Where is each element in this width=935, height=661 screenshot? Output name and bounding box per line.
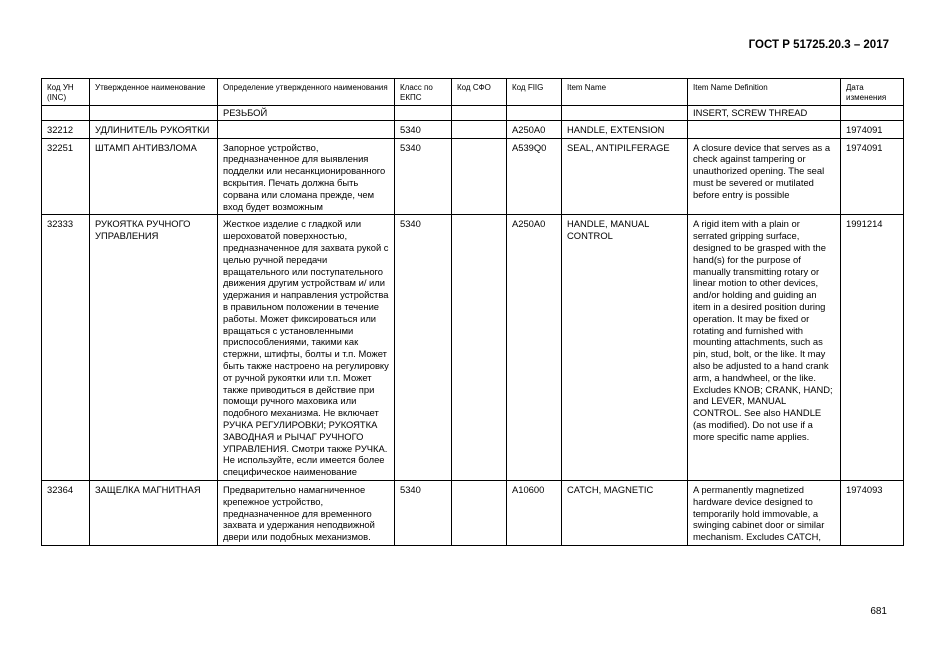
cell-definition-ru [218,120,395,138]
catalog-table [41,78,904,546]
column-header-item-name: Item Name [562,79,688,106]
cell-item-name: CATCH, MAGNETIC [562,480,688,545]
cell-definition-ru: РЕЗЬБОЙ [218,106,395,121]
cell-definition-en: A rigid item with a plain or serrated gripping surface, designed to be grasped with the hand(s) for the purpose of manually transmitting rotary or linear motion to other devices, and/or holding and guiding an item in a desired position during operation. It may be fixed or rotating and furnished with mounting attachments, such as pin, stud, bolt, or the like. It may also be adjusted to a hand crank arm, a handwheel, or the like. Excludes KNOB; CRANK, HAND; and LEVER, MANUAL CONTROL. See also HANDLE (as modified). Do not use if a more specific name applies. [688,215,841,481]
cell-fiig [507,106,562,121]
page-number: 681 [870,606,887,617]
column-header-definition-ru: Определение утвержденного наименования [218,79,395,106]
cell-class: 5340 [395,480,452,545]
cell-date: 1974093 [841,480,904,545]
cell-class: 5340 [395,215,452,481]
cell-definition-ru: Предварительно намагниченное крепежное устройство, предназначенное для временного захвата и удержания неподвижной двери или подобных механизмов. [218,480,395,545]
table-row [42,215,904,481]
column-header-fiig: Код FIIG [507,79,562,106]
cell-sfo [452,215,507,481]
cell-definition-ru: Запорное устройство, предназначенное для выявления подделки или несанкционированного вскрытия. Печать должна быть сорвана или сломана прежде, чем вход будет возможным [218,138,395,215]
cell-fiig: A250A0 [507,215,562,481]
table-row [42,480,904,545]
table-header-row [42,79,904,106]
cell-name-ru: РУКОЯТКА РУЧНОГО УПРАВЛЕНИЯ [90,215,218,481]
cell-inc [42,106,90,121]
column-header-sfo: Код СФО [452,79,507,106]
cell-name-ru: ЗАЩЕЛКА МАГНИТНАЯ [90,480,218,545]
cell-date: 1974091 [841,138,904,215]
cell-definition-en: INSERT, SCREW THREAD [688,106,841,121]
cell-sfo [452,120,507,138]
cell-fiig: A10600 [507,480,562,545]
column-header-item-definition: Item Name Definition [688,79,841,106]
cell-definition-en [688,120,841,138]
cell-inc: 32212 [42,120,90,138]
column-header-date: Дата изменения [841,79,904,106]
column-header-inc: Код УН (INC) [42,79,90,106]
cell-class: 5340 [395,120,452,138]
cell-inc: 32333 [42,215,90,481]
cell-sfo [452,106,507,121]
cell-inc: 32251 [42,138,90,215]
table-row [42,138,904,215]
cell-sfo [452,138,507,215]
cell-name-ru [90,106,218,121]
cell-date: 1974091 [841,120,904,138]
cell-name-ru: УДЛИНИТЕЛЬ РУКОЯТКИ [90,120,218,138]
column-header-class: Класс по ЕКПС [395,79,452,106]
cell-sfo [452,480,507,545]
table-row-continuation [42,106,904,121]
cell-class: 5340 [395,138,452,215]
cell-fiig: A539Q0 [507,138,562,215]
cell-class [395,106,452,121]
cell-inc: 32364 [42,480,90,545]
cell-name-ru: ШТАМП АНТИВЗЛОМА [90,138,218,215]
cell-definition-en: A closure device that serves as a check against tampering or unauthorized opening. The seal must be severed or mutilated before entry is possible [688,138,841,215]
cell-item-name: HANDLE, EXTENSION [562,120,688,138]
document-header: ГОСТ Р 51725.20.3 – 2017 [748,39,889,51]
cell-fiig: A250A0 [507,120,562,138]
cell-date: 1991214 [841,215,904,481]
cell-definition-ru: Жесткое изделие с гладкой или шероховатой поверхностью, предназначенное для захвата рукой с целью ручной передачи вращательного или поступательного движения другим устройствам и/ или удержания и направления устройства в правильном положении в течение работы. Может фиксироваться или вращаться с установленными приспособлениями, такими как стержни, штифты, болты и т.п. Может быть также настроено на регулировку от ручной рукоятки или т.п. Может также приводиться в действие при помощи ручного маховика или подобного механизма. Не включает РУЧКА РЕГУЛИРОВКИ; РУКОЯТКА ЗАВОДНАЯ и РЫЧАГ РУЧНОГО УПРАВЛЕНИЯ. Смотри также РУЧКА. Не используйте, если имеется более специфическое наименование [218,215,395,481]
cell-item-name: SEAL, ANTIPILFERAGE [562,138,688,215]
cell-item-name: HANDLE, MANUAL CONTROL [562,215,688,481]
column-header-approved-name: Утвержденное наименование [90,79,218,106]
table-row [42,120,904,138]
cell-definition-en: A permanently magnetized hardware device designed to temporarily hold immovable, a swinging cabinet door or similar mechanism. Excludes CATCH, [688,480,841,545]
cell-date [841,106,904,121]
cell-item-name [562,106,688,121]
